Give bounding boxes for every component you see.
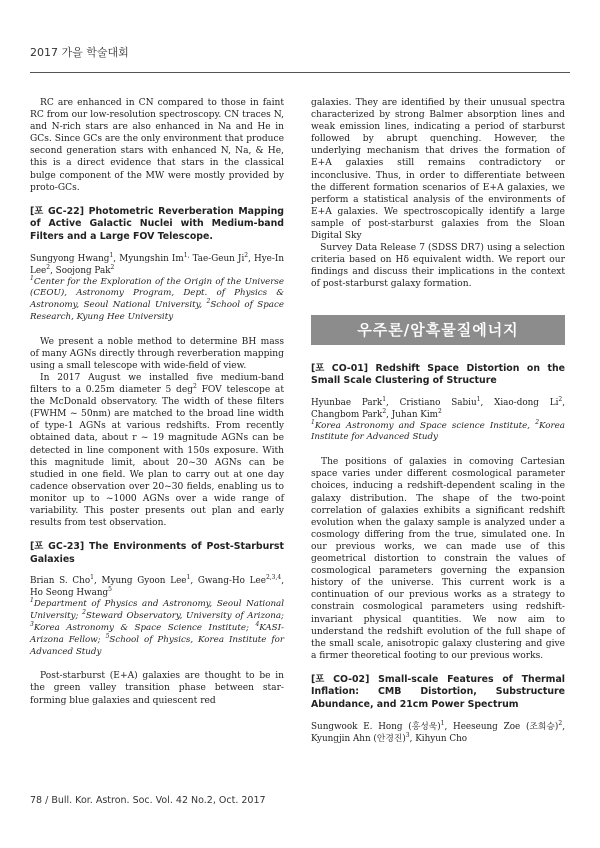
superscript: 2,3,4 [265,574,282,582]
superscript: 1 [476,395,481,403]
superscript: 5 [105,632,110,640]
right-column [311,97,565,745]
superscript: 1 [30,274,34,282]
superscript: 2 [558,395,563,403]
superscript: 3 [30,621,34,629]
left-column [30,97,284,707]
superscript: 1 [90,574,94,582]
superscript: 2 [535,418,540,426]
superscript: 4 [255,621,260,629]
superscript: 1, [183,251,190,259]
superscript: 1 [30,597,34,605]
superscript: 2 [82,609,86,617]
affiliations-co01: $^1$Korea Astronomy and Space science Institute, $^2$Korea Institute for Advanced Study [311,418,565,443]
authors-co02: Sungwook E. Hong (홍성욱)$^1$, Heeseung Zoe (조희승)$^2$, Kyungjin Ahn (안경진)$^3$, Kihyun Cho [311,719,565,744]
superscript: 1 [109,251,114,259]
superscript: 2 [206,298,211,306]
superscript: 2 [193,383,197,391]
abstract-gc22-p2: In 2017 August we installed five medium-band filters to a 0.25m diameter 5 deg$^2$ FOV telescope at the McDonald observatory. The width of these filters (FWHM ~ 50nm) are matched to the broad line width of type-1 AGNs at various redshifts. From recently obtained data, about r ~ 19 magnitude AGNs can be detected in line component with 150s exposure. With this magnitude limit, about 20~30 AGNs can be studied in one field. We plan to carry out at one day cadence observation over 20~30 fields, enabling us to monitor up to ~1000 AGNs over a wide range of variability. This poster presents out plan and early results from test observation. [30,373,285,529]
abstract-co01-p1: The positions of galaxies in comoving Cartesian space varies under different cosmological parameter choices, inducing a redshift-dependent scaling in the galaxy distribution. The shape of the two-point correlation of galaxies exhibits a significant redshift evolution when the galaxy sample is analyzed under a cosmology differing from the true, simulated one. In our previous works, we can made use of this geometrical distortion to constrain the values of cosmological parameters governing the expansion history of the universe. This current work is a continuation of our previous works as a strategy to constrain cosmological parameters using redshift-invariant physical quantities. We now aim to understand the redshift evolution of the full shape of the small scale, anisotropic galaxy clustering and give a firmer theoretical footing to our previous works. [311,457,565,661]
superscript: 1 [382,395,387,403]
superscript: 2 [46,263,51,271]
superscript: 1 [186,574,191,582]
authors-gc23: Brian S. Cho$^1$, Myung Gyoon Lee$^1$, Gwang-Ho Lee$^{2,3,4}$, Ho Seong Hwang$^5$ [30,574,285,599]
abstract-gc23-continued: galaxies. They are identified by their unusual spectra characterized by strong Balmer absorption lines and weak emission lines, indicating a period of starburst followed by abrupt quenching. However, the underlying mechanism that drives the formation of E+A galaxies still remains contradictory or inconclusive. Thus, in order to differentiate between the different formation scenarios of E+A galaxies, we perform a statistical analysis of the environments of E+A galaxies. We spectroscopically identify a large sample of post-starburst galaxies from the Sloan Digital Sky Survey Data Release 7 (SDSS DR7) using a selection criteria based on Hδ equivalent width. We report our findings and discuss their implications in the context of post-starburst galaxy formation. [311,98,565,290]
superscript: 2 [438,407,442,415]
affiliations-gc22: $^1$Center for the Exploration of the Origin of the Universe (CEOU), Astronomy Program, Dept. of Physics & Astronomy, Seoul National University, $^2$School of Space Research, Kyung Hee University [30,274,284,322]
abstract-title-co01: [포 CO-01] Redshift Space Distortion on the Small Scale Clustering of Structure [311,362,565,387]
abstract-gc23-p1: Post-starburst (E+A) galaxies are thought to be in the green valley transition phase between star-forming blue galaxies and quiescent red [30,671,284,706]
affiliations-gc23: $^1$Department of Physics and Astronomy, Seoul National University; $^2$Steward Observatory, University of Arizona; $^3$Korea Astronomy & Space Science Institute; $^4$KASI-Arizona Fellow; $^5$School of Physics, Korea Institute for Advanced Study [30,597,285,657]
running-header: 2017 가을 학술대회 [30,46,129,59]
superscript: 5 [108,586,112,594]
authors-gc22: Sungyong Hwang$^1$, Myungshin $Im^{1,}$ Tae-Geun Ji$^2$, Hye-In Lee$^2$, Soojong Pak$^2$ [30,251,284,276]
section-banner: 우주론/암흑물질에너지 [311,315,565,345]
superscript: 2 [558,719,563,727]
superscript: 1 [311,418,315,426]
superscript: 2 [382,407,387,415]
superscript: 1 [440,719,445,727]
superscript: 2 [110,263,115,271]
abstract-title-gc22: [포 GC-22] Photometric Reverberation Mapping of Active Galactic Nuclei with Medium-band Filters and a Large FOV Telescope. [30,205,284,242]
header-rule [30,72,570,73]
superscript: 2 [244,251,249,259]
intro-paragraph: RC are enhanced in CN compared to those in faint RC from our low-resolution spectroscopy. CN traces N, and N-rich stars are also enhanced in Na and He in GCs. Since GCs are the only environment that produce second generation stars with enhanced N, Na, & He, this is a direct evidence that stars in the classical bulge component of the MW were mostly provided by proto-GCs. [30,98,284,193]
superscript: 3 [405,731,410,739]
abstract-gc22-p1: We present a noble method to determine BH mass of many AGNs directly through reverberation mapping using a small telescope with wide-field of view. [30,336,284,371]
abstract-title-co02: [포 CO-02] Small-scale Features of Thermal Inflation: CMB Distortion, Substructure Abundance, and 21cm Power Spectrum [311,673,565,711]
authors-co01: Hyunbae Park$^1$, Cristiano Sabiu$^1$, Xiao-dong Li$^2$, Changbom Park$^2$, Juhan Kim$^2$ [311,395,566,420]
page-footer: 78 / Bull. Kor. Astron. Soc. Vol. 42 No.2, Oct. 2017 [30,795,266,806]
abstract-title-gc23: [포 GC-23] The Environments of Post-Starburst Galaxies [30,541,284,565]
